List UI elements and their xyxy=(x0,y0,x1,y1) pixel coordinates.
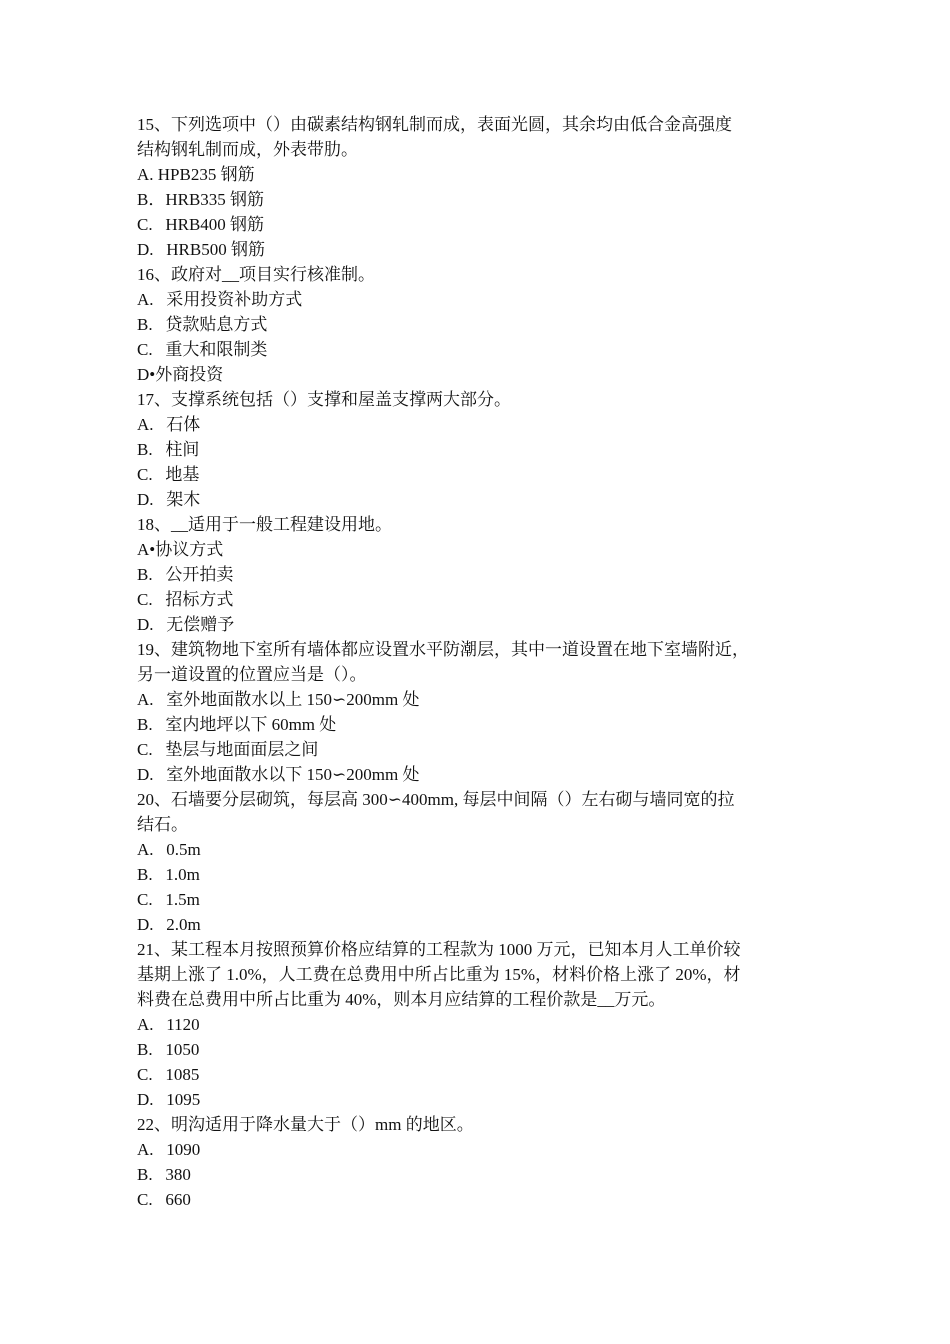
question-21-option-b: B. 1050 xyxy=(137,1040,200,1059)
question-15-option-b: B．HRB335 钢筋 xyxy=(137,190,265,209)
question-20-text-line-1: 20、石墙要分层砌筑，每层高 300∽400mm, 每层中间隔（）左右砌与墙同宽的拉 xyxy=(137,790,735,809)
question-20-text-line-2: 结石。 xyxy=(137,815,188,834)
question-18-text: 18、__适用于一般工程建设用地。 xyxy=(137,515,392,534)
question-21-option-a: A. 1120 xyxy=(137,1015,200,1034)
question-19-option-b: B. 室内地坪以下 60mm 处 xyxy=(137,715,337,734)
question-21-option-d: D. 1095 xyxy=(137,1090,201,1109)
question-22-option-c: C. 660 xyxy=(137,1190,191,1209)
question-19-option-d: D. 室外地面散水以下 150∽200mm 处 xyxy=(137,765,420,784)
question-18-option-d: D. 无偿赠予 xyxy=(137,615,235,634)
question-21-text-line-1: 21、某工程本月按照预算价格应结算的工程款为 1000 万元，已知本月人工单价较 xyxy=(137,940,741,959)
question-20-option-d: D. 2.0m xyxy=(137,915,201,934)
document-page xyxy=(137,112,827,1212)
question-20-option-b: B. 1.0m xyxy=(137,865,200,884)
question-16-option-c: C. 重大和限制类 xyxy=(137,340,268,359)
question-19-text-line-1: 19、建筑物地下室所有墙体都应设置水平防潮层，其中一道设置在地下室墙附近， xyxy=(137,640,749,659)
question-15-option-d: D. HRB500 钢筋 xyxy=(137,240,265,259)
question-16-option-a: A. 采用投资补助方式 xyxy=(137,290,303,309)
question-18-option-c: C. 招标方式 xyxy=(137,590,234,609)
question-20-option-a: A. 0.5m xyxy=(137,840,201,859)
question-19-option-c: C. 垫层与地面面层之间 xyxy=(137,740,319,759)
question-18-option-a: A•协议方式 xyxy=(137,540,224,559)
question-15-option-a: A. HPB235 钢筋 xyxy=(137,165,255,184)
question-17-option-c: C. 地基 xyxy=(137,465,200,484)
question-15-text-line-2: 结构钢轧制而成，外表带肋。 xyxy=(137,140,358,159)
question-17-option-b: B. 柱间 xyxy=(137,440,200,459)
question-19-option-a: A. 室外地面散水以上 150∽200mm 处 xyxy=(137,690,420,709)
question-16-option-b: B. 贷款贴息方式 xyxy=(137,315,268,334)
question-17-option-a: A. 石体 xyxy=(137,415,201,434)
question-22-option-a: A. 1090 xyxy=(137,1140,201,1159)
question-15-option-c: C. HRB400 钢筋 xyxy=(137,215,265,234)
question-16-option-d: D•外商投资 xyxy=(137,365,224,384)
question-21-text-line-2: 基期上涨了 1.0%，人工费在总费用中所占比重为 15%，材料价格上涨了 20%，材 xyxy=(137,965,741,984)
question-18-option-b: B. 公开拍卖 xyxy=(137,565,234,584)
question-17-text: 17、支撑系统包括（）支撑和屋盖支撑两大部分。 xyxy=(137,390,511,409)
question-21-option-c: C. 1085 xyxy=(137,1065,200,1084)
question-22-text: 22、明沟适用于降水量大于（）mm 的地区。 xyxy=(137,1115,474,1134)
question-20-option-c: C. 1.5m xyxy=(137,890,200,909)
question-21-text-line-3: 料费在总费用中所占比重为 40%，则本月应结算的工程价款是__万元。 xyxy=(137,990,666,1009)
question-22-option-b: B. 380 xyxy=(137,1165,191,1184)
question-17-option-d: D. 架木 xyxy=(137,490,201,509)
question-15-text-line-1: 15、下列选项中（）由碳素结构钢轧制而成，表面光圆，其余均由低合金高强度 xyxy=(137,115,732,134)
question-19-text-line-2: 另一道设置的位置应当是（）。 xyxy=(137,665,367,684)
question-16-text: 16、政府对__项目实行核准制。 xyxy=(137,265,375,284)
